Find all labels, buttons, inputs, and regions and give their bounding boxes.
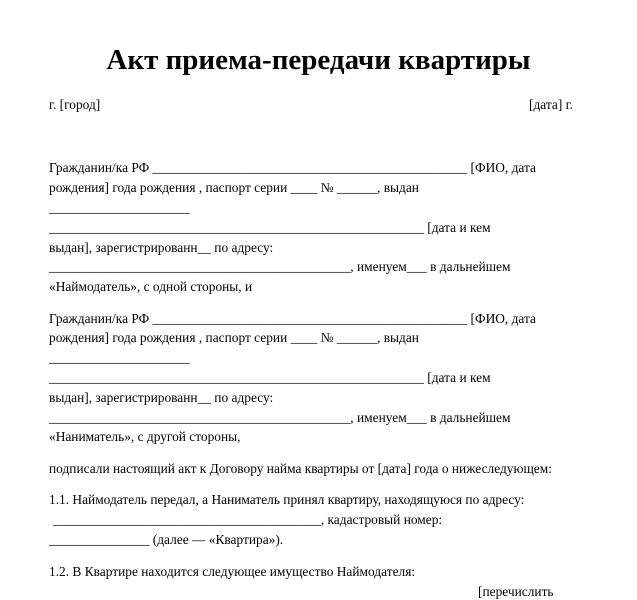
intro-paragraph: подписали настоящий акт к Договору найма квартиры от [дата] года о нижеследующем: [49, 461, 552, 476]
party2-line7: «Наниматель», с другой стороны, [49, 429, 241, 444]
clause-1-1-line3: _______________ (далее — «Квартира»). [49, 532, 284, 547]
party2-line1: Гражданин/ка РФ _______________________________________________ [ФИО, дата [49, 311, 536, 326]
clause-1-2-line1: 1.2. В Квартире находится следующее имущество Наймодателя: [49, 564, 416, 579]
party1-line2: рождения] года рождения , паспорт серии ____ № ______, выдан [49, 180, 419, 195]
party1-line5: выдан], зарегистрированн__ по адресу: [49, 240, 274, 255]
document-title: Акт приема-передачи квартиры [106, 44, 531, 76]
party1-line4: ________________________________________________________ [дата и кем [49, 220, 491, 235]
party2-line3: _____________________ [49, 350, 190, 365]
party2-line6: _____________________________________________, именуем___ в дальнейшем [49, 410, 511, 425]
party1-line7: «Наймодатель», с одной стороны, и [49, 279, 253, 294]
date-line: [дата] г. [529, 97, 573, 112]
party2-line5: выдан], зарегистрированн__ по адресу: [49, 390, 274, 405]
city-line: г. [город] [49, 97, 101, 112]
party1-line3: _____________________ [49, 200, 190, 215]
clause-1-2-line2: [перечислить [478, 584, 554, 599]
party1-line6: _____________________________________________, именуем___ в дальнейшем [49, 259, 511, 274]
clause-1-1-line2: ________________________________________, кадастровый номер: [53, 512, 443, 527]
party1-line1: Гражданин/ка РФ _______________________________________________ [ФИО, дата [49, 160, 536, 175]
party2-line4: ________________________________________________________ [дата и кем [49, 370, 491, 385]
party2-line2: рождения] года рождения , паспорт серии ____ № ______, выдан [49, 330, 419, 345]
clause-1-1-line1: 1.1. Наймодатель передал, а Наниматель принял квартиру, находящуюся по адресу: [49, 492, 525, 507]
